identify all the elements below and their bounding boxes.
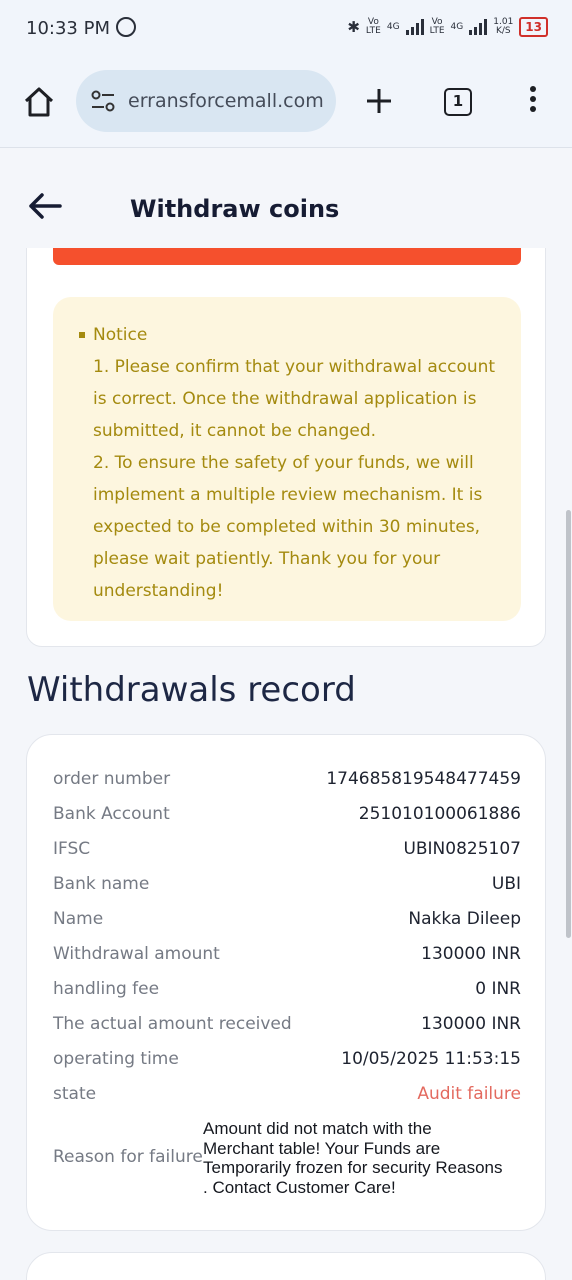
notice-box xyxy=(53,297,521,621)
record-row-state: state Audit failure xyxy=(53,1084,521,1104)
notice-line-1: 1. Please confirm that your withdrawal account is correct. Once the withdrawal application is submitted, it cannot be changed. xyxy=(93,357,496,441)
new-tab-icon[interactable] xyxy=(364,86,394,116)
tab-switcher-button[interactable]: 1 xyxy=(444,88,472,116)
record-row: order number 174685819548477459 xyxy=(53,769,521,789)
record-row: Bank Account 251010100061886 xyxy=(53,804,521,824)
record-row: operating time 10/05/2025 11:53:15 xyxy=(53,1049,521,1069)
notice-title: Notice xyxy=(79,319,501,351)
back-arrow-icon[interactable] xyxy=(28,192,62,220)
bluetooth-icon: ✱ xyxy=(347,18,360,36)
scrollbar[interactable] xyxy=(566,510,571,938)
notice-line-2: 2. To ensure the safety of your funds, we will implement a multiple review mechanism. It is expected to be completed within 30 minutes, please wait patiently. Thank you for your understanding! xyxy=(93,453,483,601)
reason-label: Reason for failure xyxy=(53,1147,203,1167)
status-time: 10:33 PM xyxy=(26,18,110,39)
record-row: The actual amount received 130000 INR xyxy=(53,1014,521,1034)
reason-text: Amount did not match with the Merchant table! Your Funds are Temporarily frozen for security Reasons . Contact Customer Care! xyxy=(203,1119,503,1197)
network-label-1: Vo LTE xyxy=(365,17,381,36)
browser-toolbar xyxy=(0,58,572,148)
site-settings-icon[interactable] xyxy=(90,90,116,112)
record-row: IFSC UBIN0825107 xyxy=(53,839,521,859)
record-card-next xyxy=(26,1252,546,1280)
network-label-2: 4G xyxy=(386,21,400,32)
record-row: Bank name UBI xyxy=(53,874,521,894)
address-bar[interactable] xyxy=(76,70,336,132)
network-label-3: Vo LTE xyxy=(429,17,445,36)
status-bar xyxy=(0,0,572,58)
network-speed: 1.01 K/S xyxy=(493,17,514,36)
page-title: Withdraw coins xyxy=(130,195,340,223)
record-row: Withdrawal amount 130000 INR xyxy=(53,944,521,964)
record-card xyxy=(26,734,546,1231)
status-icons xyxy=(347,17,548,37)
app-header xyxy=(0,148,572,248)
signal-icon xyxy=(406,19,424,35)
status-badge: Audit failure xyxy=(417,1084,521,1104)
network-label-4: 4G xyxy=(450,21,464,32)
record-row: Name Nakka Dileep xyxy=(53,909,521,929)
section-heading: Withdrawals record xyxy=(27,670,356,710)
more-menu-icon[interactable] xyxy=(528,86,538,116)
record-row: handling fee 0 INR xyxy=(53,979,521,999)
whatsapp-icon xyxy=(116,17,136,37)
withdraw-card xyxy=(26,200,546,647)
signal-icon xyxy=(469,19,487,35)
battery-icon: 13 xyxy=(519,17,548,37)
url-text: erransforcemall.com xyxy=(128,90,324,112)
bullet-icon xyxy=(79,332,85,338)
home-icon[interactable] xyxy=(22,85,56,119)
